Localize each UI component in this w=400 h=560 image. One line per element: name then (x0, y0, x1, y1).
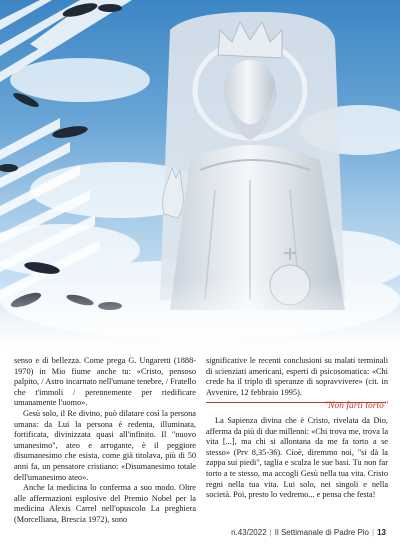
paragraph: significative le recenti conclusioni su malati terminali di scienziati americani, esperti di psicosomatica: «Chi crede ha il triplo di speranze di sopravvivere» (cit. in Avvenire, 12 febbraio 1995). (206, 356, 388, 397)
magazine-title: Il Settimanale di Padre Pio (274, 528, 370, 537)
separator: | (372, 528, 375, 537)
statue-christ-king (160, 12, 345, 310)
issue-number: n.43/2022 (231, 528, 267, 537)
section-subheading: "Non farti torto" (323, 400, 388, 412)
article-right-column (206, 356, 388, 501)
separator: | (269, 528, 272, 537)
paragraph: senso e di bellezza. Come prega G. Ungaretti (1888-1970) in Mio fiume anche tu: «Cristo, pensoso palpito, / Astro incarnato nell'umane tenebre, / Fratello che t'immoli / perennemente per riedificare umanamente l'uomo». (14, 356, 196, 408)
subheading-rule (206, 402, 386, 403)
page-number: 13 (377, 528, 386, 537)
article-left-column (14, 356, 196, 526)
paragraph: La Sapienza divina che è Cristo, rivelata da Dio, afferma da più di due millenni: «Chi trova me, trova la vita [...], ma chi si allontana da me fa torto a se stesso» (Prv 8,35-36). Cioè, diremmo noi, "si dà la zappa sui piedi", taglia e scalza le sue basi. Tu non far torto a te stesso, ma accogli Gesù nella tua vita. Cristo regni nella tua vita. Lui solo, nei singoli e nella società. Poi, presto lo vedremo... e pensa che festa! (206, 415, 388, 500)
paragraph: Gesù solo, il Re divino, può dilatare così la persona umana: da Lui la persona è redenta, illuminata, fortificata, divinizzata quasi all'infinito. Il "nuovo umanesimo", ateo e arrogante, è il peggiore disumanesimo che esista, come già titolava, più di 50 anni fa, un pensatore cristiano: «Disumanesimo totale dell'umanesimo ateo». (14, 408, 196, 482)
page-footer (0, 528, 386, 537)
paragraph: Anche la medicina lo conferma a suo modo. Oltre alle affermazioni esplosive del Premio Nobel per la medicina Alexis Carrel nell'opuscolo La preghiera (Morcelliana, Brescia 1972), sono (14, 483, 196, 524)
